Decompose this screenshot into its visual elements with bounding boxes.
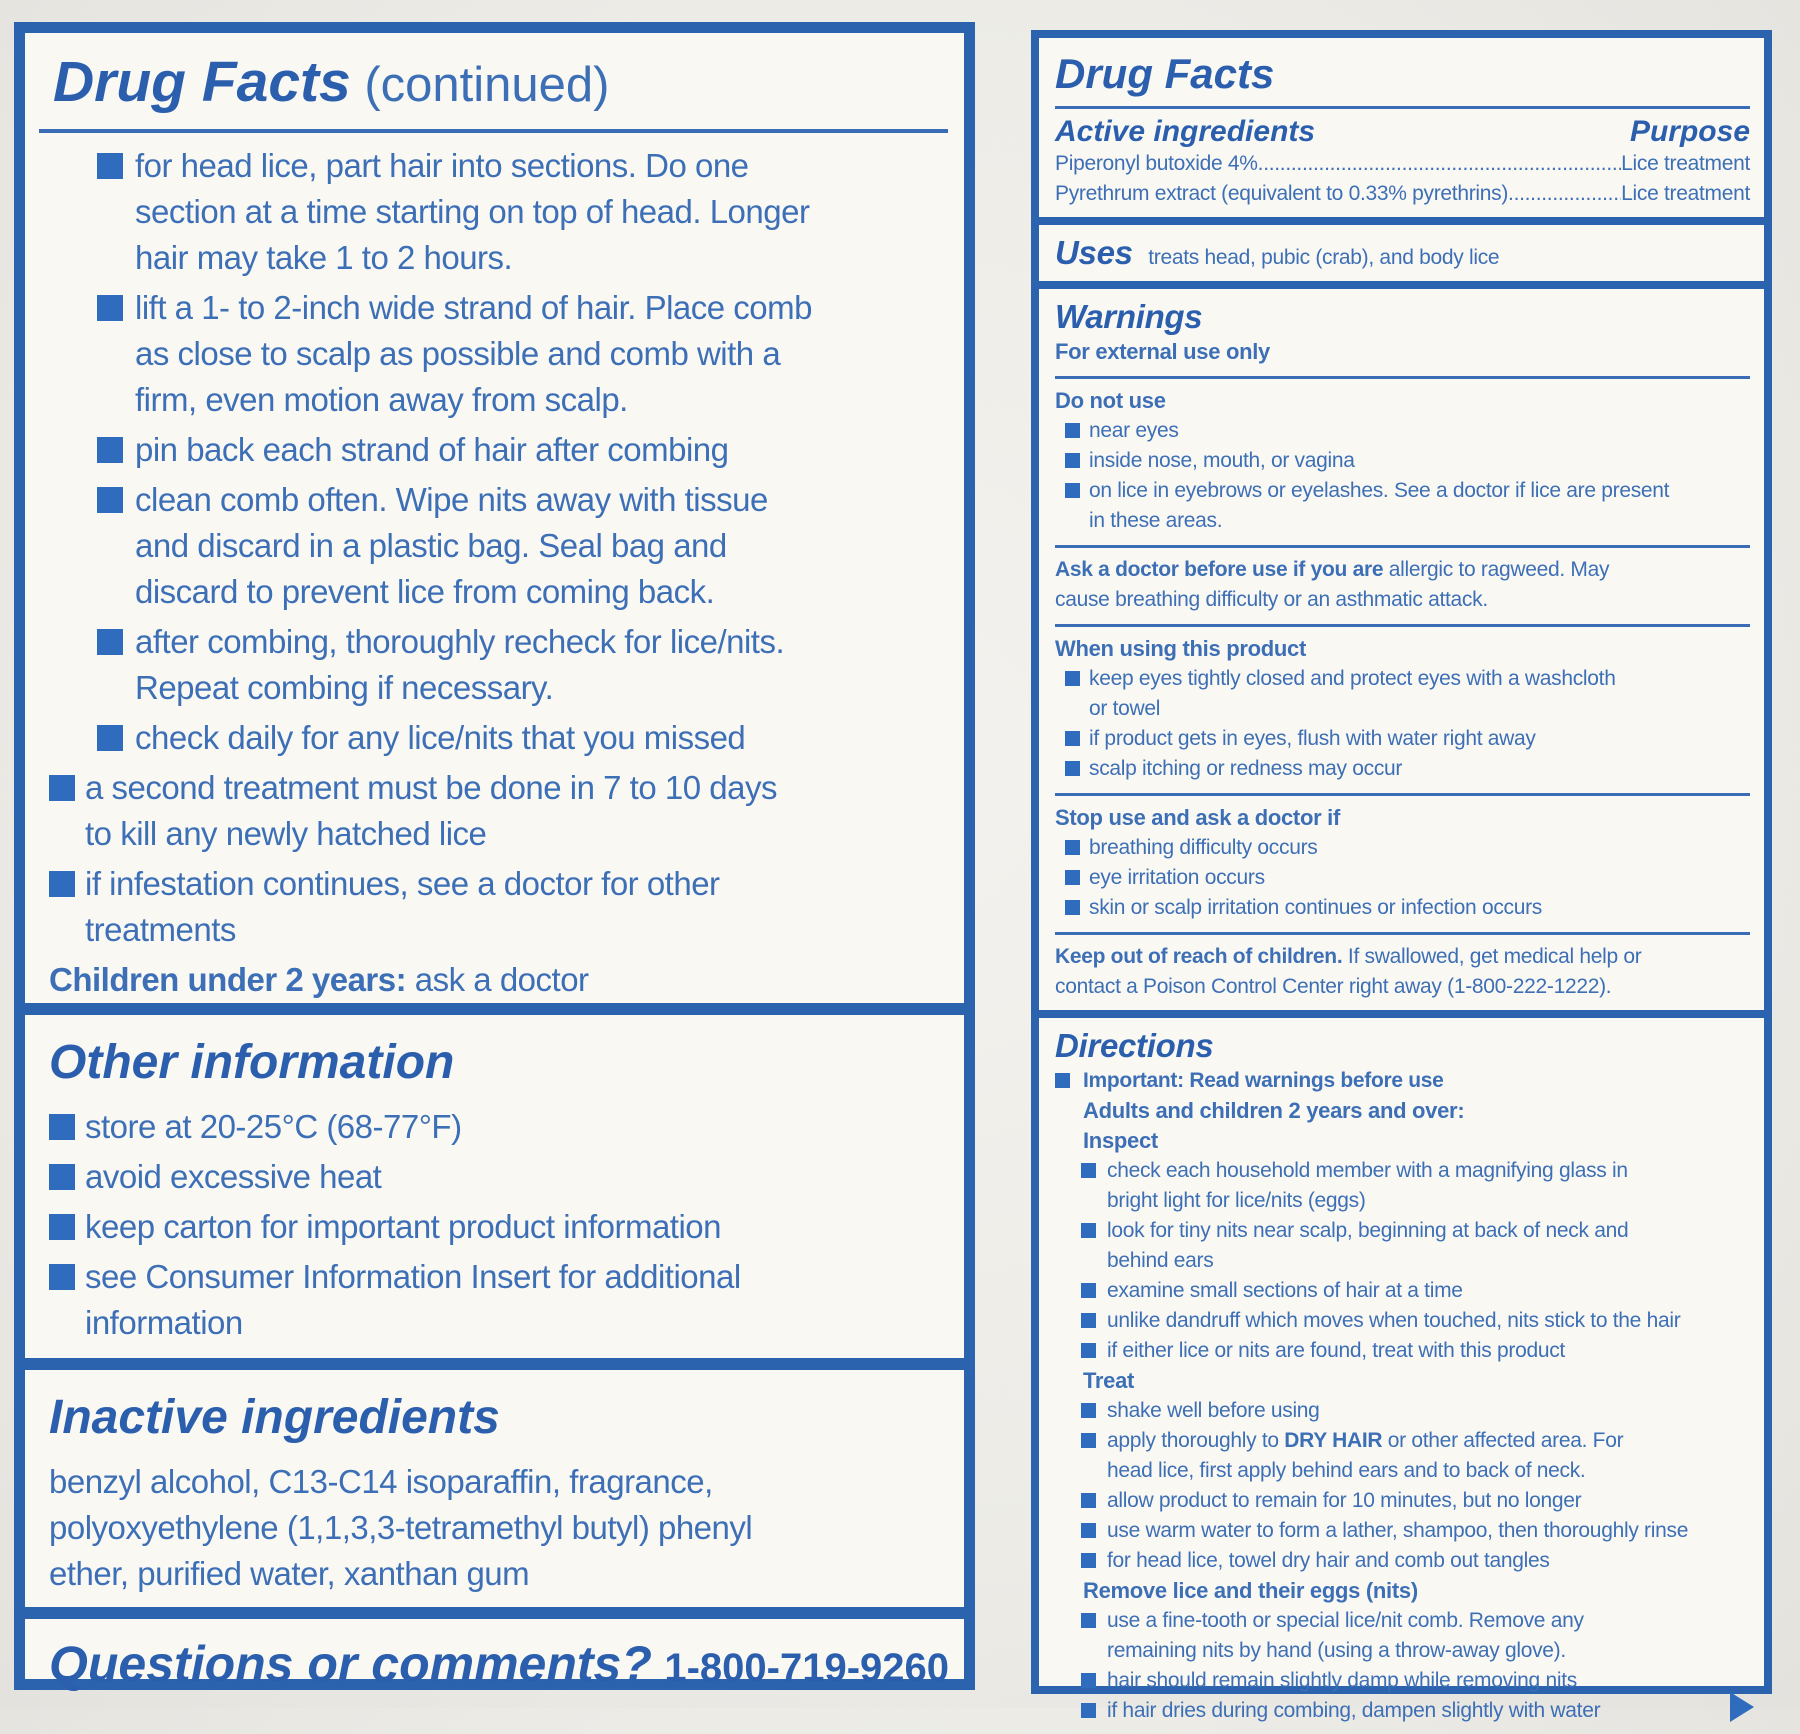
text-line: check each household member with a magnifying glass in [1107,1159,1628,1182]
ingredient-purpose: Lice treatment [1621,182,1750,205]
text-line: Important: Read warnings before use [1083,1069,1444,1092]
text-line: for head lice, towel dry hair and comb out tangles [1107,1549,1550,1572]
text-line: Repeat combing if necessary. [135,669,554,706]
text-line: allow product to remain for 10 minutes, but no longer [1107,1489,1582,1512]
warning-item [1055,446,1750,476]
important-note [1055,1066,1750,1096]
text-line: if product gets in eyes, flush with water right away [1089,727,1536,750]
direction-item [1055,1276,1750,1306]
text-line: if infestation continues, see a doctor for other [85,865,720,902]
warning-item [1055,416,1750,446]
other-information-section [25,1003,964,1358]
step-item [25,427,964,473]
direction-item [1055,1426,1750,1486]
keep-out-rest: If swallowed, get medical help or [1342,945,1642,968]
text-line: see Consumer Information Insert for additional [85,1258,741,1295]
inactive-ingredients-section [25,1358,964,1607]
direction-item [1055,1546,1750,1576]
bullet-item [25,765,964,857]
direction-item [1055,1696,1750,1726]
direction-item [1055,1216,1750,1276]
text-line: head lice, first apply behind ears and to back of neck. [1107,1459,1586,1482]
text-line: treatments [85,911,236,948]
text-line: section at a time starting on top of head. Longer [135,193,810,230]
text-line: or towel [1089,697,1161,720]
keep-out-of-reach-paragraph [1055,942,1750,1002]
step-item [25,715,964,761]
step-item [25,143,964,281]
warning-item [1055,476,1750,536]
questions-phone-number: 1-800-719-9260 [664,1646,950,1690]
bullet-item [25,861,964,953]
direction-item [1055,1516,1750,1546]
text-line: and discard in a plastic bag. Seal bag and [135,527,727,564]
inspect-heading: Inspect [1083,1128,1158,1153]
when-using-heading: When using this product [1055,636,1306,661]
text-line: if either lice or nits are found, treat with this product [1107,1339,1565,1362]
stop-use-heading: Stop use and ask a doctor if [1055,805,1340,830]
text-line: keep carton for important product information [85,1208,722,1245]
continued-arrow-icon [1730,1692,1754,1722]
text-line: unlike dandruff which moves when touched, nits stick to the hair [1107,1309,1681,1332]
purpose-heading: Purpose [1629,115,1750,148]
uses-row [1055,233,1750,273]
directions-heading: Directions [1055,1027,1214,1064]
text-line: remaining nits by hand (using a throw-away glove). [1107,1639,1566,1662]
warning-item [1055,863,1750,893]
section-rule [1055,932,1750,935]
adults-children-heading: Adults and children 2 years and over: [1083,1098,1465,1123]
ask-doctor-paragraph [1055,555,1750,615]
bullet-item [25,1204,964,1250]
other-information-list [25,1104,964,1346]
text-line: if hair dries during combing, dampen slightly with water [1107,1699,1601,1722]
page-title [25,33,964,115]
do-not-use-heading: Do not use [1055,388,1166,413]
dry-hair-emphasis: DRY HAIR [1284,1429,1383,1452]
text-line: bright light for lice/nits (eggs) [1107,1189,1366,1212]
inactive-ingredients-heading: Inactive ingredients [49,1391,500,1444]
text-line: shake well before using [1107,1399,1320,1422]
text-line [1055,555,1750,585]
direction-item [1055,1486,1750,1516]
text-line: on lice in eyebrows or eyelashes. See a doctor if lice are present [1089,479,1670,502]
direction-item [1055,1156,1750,1216]
text-line: keep eyes tightly closed and protect eyes with a washcloth [1089,667,1616,690]
text-line: contact a Poison Control Center right away (1-800-222-1222). [1055,975,1612,998]
remove-lice-heading: Remove lice and their eggs (nits) [1083,1578,1418,1603]
questions-heading: Questions or comments? [49,1636,652,1692]
continued-section [25,33,964,1003]
text-line: firm, even motion away from scalp. [135,381,628,418]
section-rule [1055,545,1750,548]
children-text: ask a doctor [406,961,589,998]
section-rule [1055,624,1750,627]
text-line: examine small sections of hair at a time [1107,1279,1463,1302]
text-line: behind ears [1107,1249,1214,1272]
ingredient-purpose: Lice treatment [1621,152,1750,175]
text-line: check daily for any lice/nits that you missed [135,719,746,756]
direction-item [1055,1606,1750,1666]
text-line: to kill any newly hatched lice [85,815,487,852]
other-information-heading: Other information [49,1036,455,1089]
ingredient-row [1055,149,1750,179]
right-panel-drug-facts [1031,30,1772,1722]
warnings-section [1039,281,1764,1010]
children-under-2-note [25,957,964,1003]
text-line [1055,942,1750,972]
bullet-item [25,1154,964,1200]
direction-item [1055,1666,1750,1696]
text-line: look for tiny nits near scalp, beginning at back of neck and [1107,1219,1629,1242]
treat-heading: Treat [1083,1368,1135,1393]
text-line: scalp itching or redness may occur [1089,757,1403,780]
warning-item [1055,664,1750,724]
text-line: eye irritation occurs [1089,866,1265,889]
uses-heading: Uses [1055,234,1133,271]
inactive-ingredients-text [25,1459,964,1597]
text-line: inside nose, mouth, or vagina [1089,449,1355,472]
section-rule [1055,376,1750,379]
text-line: hair may take 1 to 2 hours. [135,239,513,276]
ask-doctor-lead: Ask a doctor before use if you are [1055,558,1384,581]
warning-item [1055,833,1750,863]
external-use-note: For external use only [1055,339,1270,364]
uses-text: treats head, pubic (crab), and body lice [1148,246,1500,269]
step-item [25,477,964,615]
text-line: as close to scalp as possible and comb with a [135,335,781,372]
dot-leader [1508,179,1621,209]
keep-out-lead: Keep out of reach of children. [1055,945,1343,968]
direction-item [1055,1306,1750,1336]
ingredient-name: Pyrethrum extract (equivalent to 0.33% pyrethrins) [1055,182,1509,205]
ingredient-name: Piperonyl butoxide 4% [1055,152,1258,175]
active-ingredients-header-row [1055,115,1750,149]
text-line: benzyl alcohol, C13-C14 isoparaffin, fragrance, [49,1463,713,1500]
dot-leader [1258,149,1621,179]
text-line: pin back each strand of hair after combing [135,431,729,468]
text-line: polyoxyethylene (1,1,3,3-tetramethyl butyl) phenyl [49,1509,753,1546]
warning-item [1055,724,1750,754]
text-line: use a fine-tooth or special lice/nit comb. Remove any [1107,1609,1584,1632]
questions-row [25,1619,964,1693]
drug-facts-title: Drug Facts [1055,50,1275,97]
text-line [1107,1426,1750,1456]
ask-doctor-rest: allergic to ragweed. May [1383,558,1610,581]
text-line: after combing, thoroughly recheck for lice/nits. [135,623,785,660]
text-line: store at 20-25°C (68-77°F) [85,1108,462,1145]
step-item [25,285,964,423]
combing-steps [25,143,964,1003]
text-line: hair should remain slightly damp while removing nits [1107,1669,1577,1692]
apply-pre: apply thoroughly to [1107,1429,1285,1452]
warnings-heading: Warnings [1055,298,1203,335]
direction-item [1055,1396,1750,1426]
text-line: clean comb often. Wipe nits away with tissue [135,481,768,518]
direction-item [1055,1336,1750,1366]
bullet-item [25,1104,964,1150]
uses-section [1039,217,1764,281]
text-line: breathing difficulty occurs [1089,836,1318,859]
step-item [25,619,964,711]
warning-item [1055,754,1750,784]
active-ingredients-heading: Active ingredients [1055,115,1316,148]
warning-item [1055,893,1750,923]
text-line: discard to prevent lice from coming back. [135,573,715,610]
bullet-item [25,1254,964,1346]
text-line: skin or scalp irritation continues or infection occurs [1089,896,1543,919]
text-line: for head lice, part hair into sections. Do one [135,147,749,184]
text-line: near eyes [1089,419,1179,442]
text-line: ether, purified water, xanthan gum [49,1555,530,1592]
active-ingredients-section [1039,38,1764,217]
text-line: information [85,1304,243,1341]
section-rule [1055,793,1750,796]
questions-section [25,1607,964,1693]
title-rule [39,129,948,133]
children-label: Children under 2 years: [49,961,407,998]
text-line: in these areas. [1089,509,1223,532]
left-panel-drug-facts-continued [14,22,975,1690]
ingredient-row [1055,179,1750,209]
continued-note: (continued) [350,58,610,112]
directions-section [1039,1010,1764,1734]
drug-facts-title: Drug Facts [53,50,351,114]
text-line: avoid excessive heat [85,1158,382,1195]
active-ingredients-rows [1055,149,1750,209]
text-line: use warm water to form a lather, shampoo, then thoroughly rinse [1107,1519,1689,1542]
text-line: a second treatment must be done in 7 to 10 days [85,769,777,806]
text-line: cause breathing difficulty or an asthmatic attack. [1055,588,1488,611]
apply-post: or other affected area. For [1382,1429,1624,1452]
title-rule [1055,106,1750,109]
text-line: lift a 1- to 2-inch wide strand of hair. Place comb [135,289,813,326]
